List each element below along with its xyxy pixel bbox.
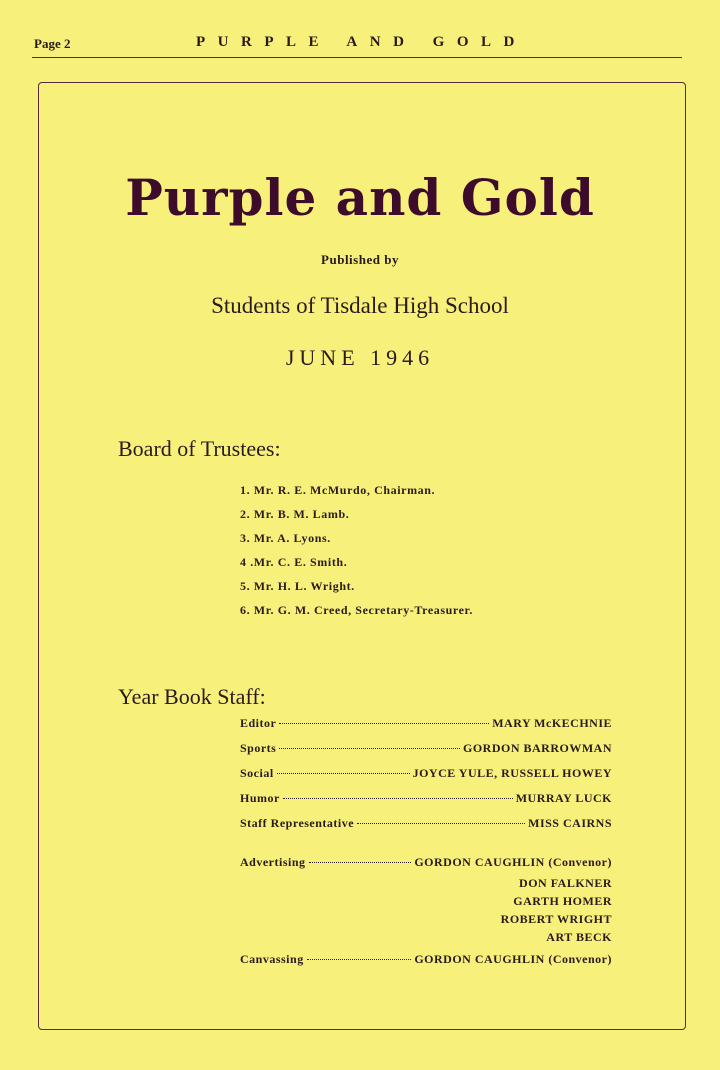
staff-list bbox=[240, 716, 612, 977]
list-item: 4 .Mr. C. E. Smith. bbox=[240, 555, 348, 569]
advertising-member: DON FALKNER bbox=[519, 876, 612, 890]
staff-heading: Year Book Staff: bbox=[118, 684, 266, 709]
spacer bbox=[240, 841, 612, 855]
advertising-member: ROBERT WRIGHT bbox=[500, 912, 612, 926]
masthead-title: Purple and Gold bbox=[125, 168, 595, 227]
leader-dots bbox=[357, 822, 525, 824]
leader-dots bbox=[279, 722, 489, 724]
staff-row bbox=[240, 741, 612, 766]
staff-name: GORDON CAUGHLIN (Convenor) bbox=[414, 855, 612, 869]
header-rule bbox=[32, 57, 682, 58]
staff-role: Staff Representative bbox=[240, 816, 355, 830]
advertising-member: ART BECK bbox=[546, 930, 612, 944]
page-number: Page 2 bbox=[34, 36, 71, 51]
leader-dots bbox=[307, 958, 412, 960]
staff-row bbox=[240, 816, 612, 841]
staff-row bbox=[240, 952, 612, 977]
list-item: 3. Mr. A. Lyons. bbox=[240, 531, 331, 545]
list-item: 1. Mr. R. E. McMurdo, Chairman. bbox=[240, 483, 436, 497]
leader-dots bbox=[279, 747, 460, 749]
list-item: 2. Mr. B. M. Lamb. bbox=[240, 507, 350, 521]
staff-role: Sports bbox=[240, 741, 277, 755]
staff-name: MARY McKECHNIE bbox=[492, 716, 612, 730]
leader-dots bbox=[309, 861, 412, 863]
staff-role: Canvassing bbox=[240, 952, 304, 966]
staff-row bbox=[240, 791, 612, 816]
staff-name: JOYCE YULE, RUSSELL HOWEY bbox=[412, 766, 612, 780]
staff-role: Editor bbox=[240, 716, 277, 730]
trustees-list bbox=[240, 480, 473, 624]
staff-name: GORDON CAUGHLIN (Convenor) bbox=[414, 952, 612, 966]
school-name: Students of Tisdale High School bbox=[211, 293, 509, 318]
list-item: 5. Mr. H. L. Wright. bbox=[240, 579, 355, 593]
leader-dots bbox=[283, 797, 513, 799]
published-by: Published by bbox=[321, 252, 399, 267]
staff-name: MISS CAIRNS bbox=[528, 816, 612, 830]
staff-role: Social bbox=[240, 766, 274, 780]
advertising-member: GARTH HOMER bbox=[513, 894, 612, 908]
trustees-heading: Board of Trustees: bbox=[118, 436, 281, 461]
running-title: PURPLE AND GOLD bbox=[196, 34, 527, 50]
issue-date: JUNE 1946 bbox=[285, 345, 435, 370]
staff-row bbox=[240, 716, 612, 741]
leader-dots bbox=[277, 772, 410, 774]
staff-role: Humor bbox=[240, 791, 280, 805]
staff-row bbox=[240, 766, 612, 791]
staff-role: Advertising bbox=[240, 855, 306, 869]
list-item: 6. Mr. G. M. Creed, Secretary-Treasurer. bbox=[240, 603, 473, 617]
staff-row bbox=[240, 855, 612, 874]
staff-name: GORDON BARROWMAN bbox=[463, 741, 612, 755]
staff-name: MURRAY LUCK bbox=[515, 791, 612, 805]
running-header bbox=[0, 0, 720, 60]
